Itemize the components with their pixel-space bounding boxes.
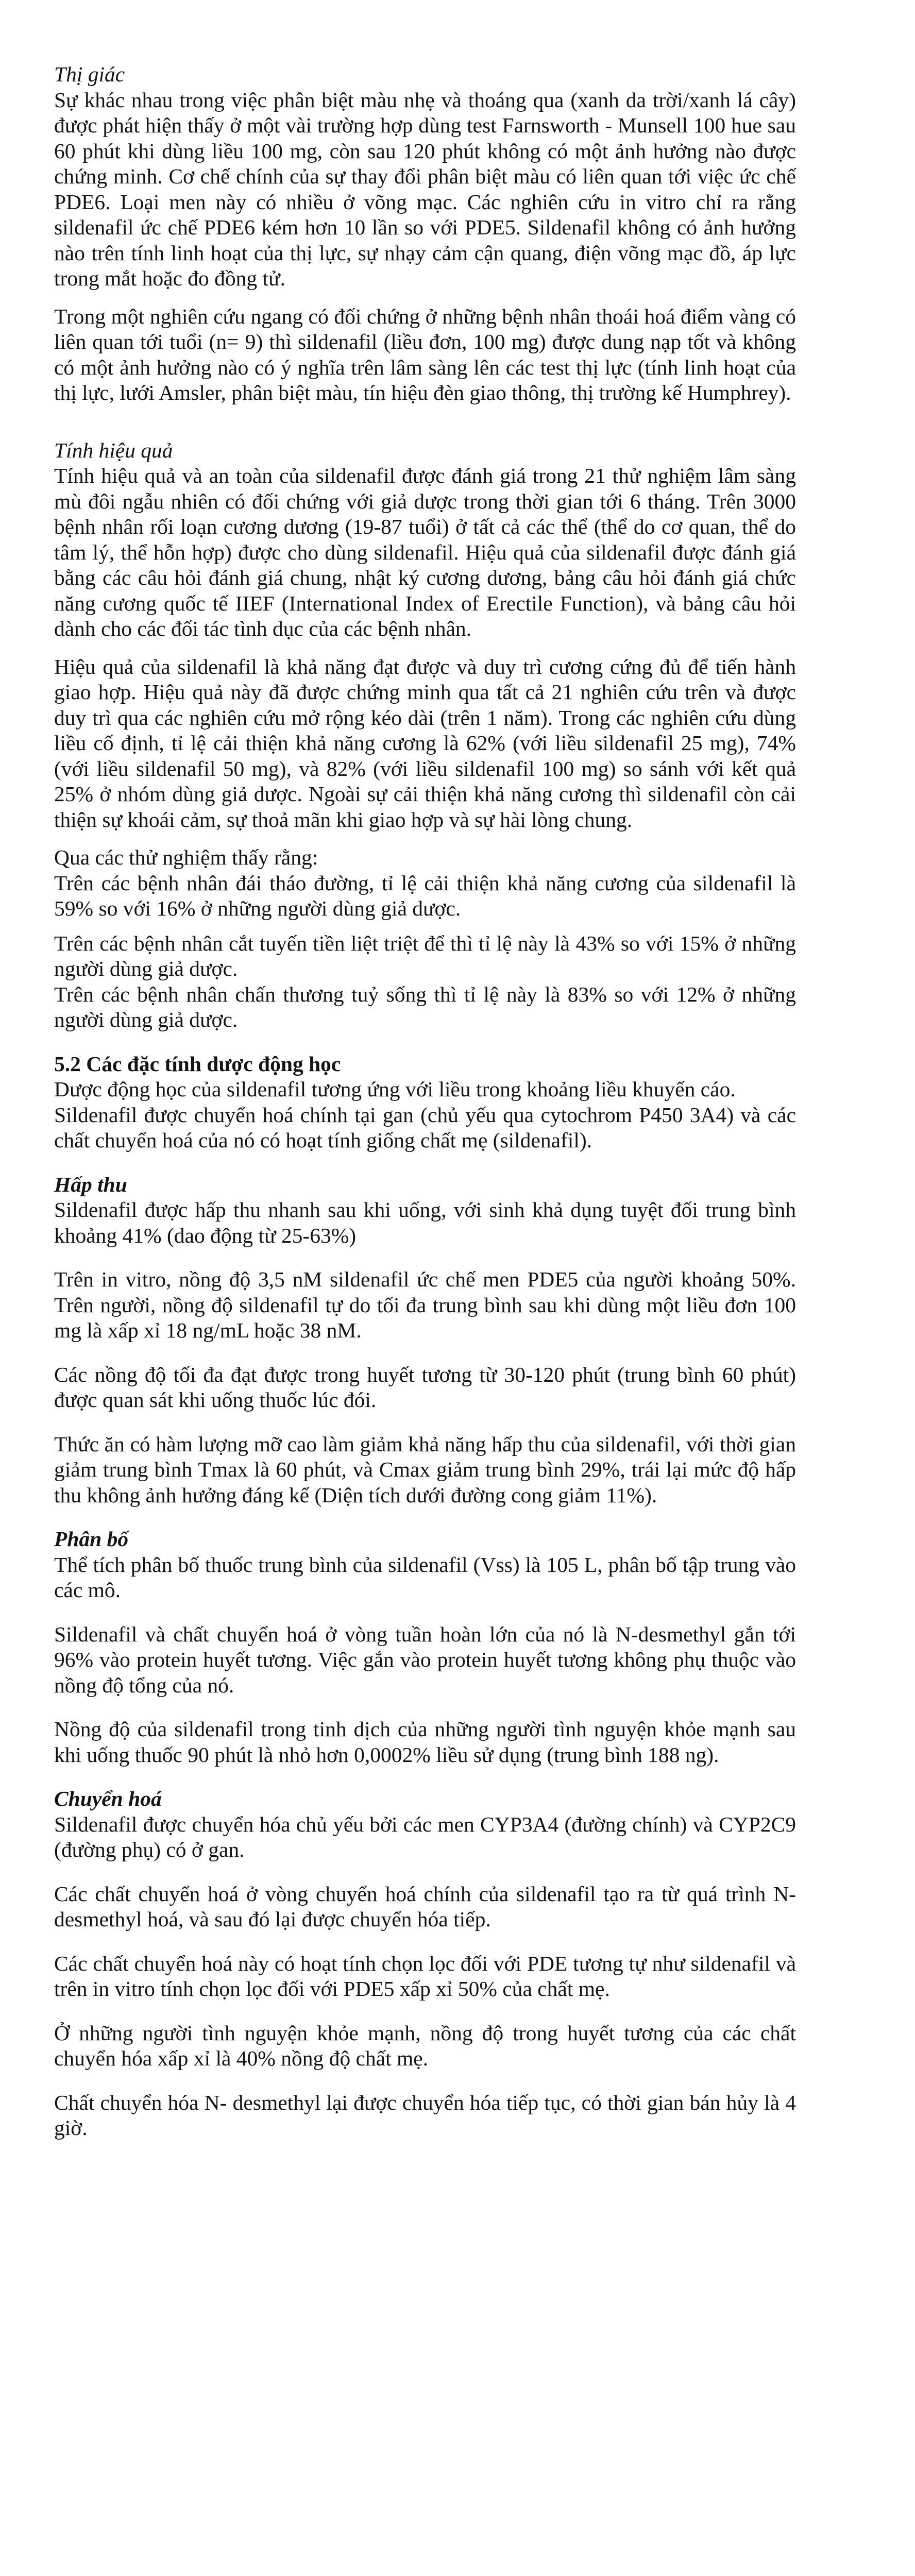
paragraph: Ở những người tình nguyện khỏe mạnh, nồng độ trong huyết tương của các chất chuyển hóa xấp xỉ là 40% nồng độ chất mẹ. <box>54 2021 796 2070</box>
heading-hap-thu: Hấp thu <box>54 1172 127 1196</box>
paragraph: Hiệu quả của sildenafil là khả năng đạt được và duy trì cương cứng đủ để tiến hành giao hợp. Hiệu quả này đã được chứng minh qua tất cả 21 nghiên cứu trên và được duy trì qua các nghiên cứu mở rộng kéo dài (trên 1 năm). Trong các nghiên cứu dùng liều cố định, tỉ lệ cải thiện khả năng cương là 62% (với liều sildenafil 25 mg), 74% (với liều sildenafil 50 mg), và 82% (với liều sildenafil 100 mg) so sánh với kết quả 25% ở nhóm dùng giả dược. Ngoài sự cải thiện khả năng cương thì sildenafil còn cải thiện sự khoái cảm, sự thoả mãn khi giao hợp và sự hài lòng chung. <box>54 654 796 832</box>
paragraph: Các nồng độ tối đa đạt được trong huyết tương từ 30-120 phút (trung bình 60 phút) được quan sát khi uống thuốc lúc đói. <box>54 1362 796 1412</box>
paragraph: Tính hiệu quả và an toàn của sildenafil được đánh giá trong 21 thử nghiệm lâm sàng mù đôi ngẫu nhiên có đối chứng với giả dược trong thời gian tới 6 tháng. Trên 3000 bệnh nhân rối loạn cương dương (19-87 tuổi) ở tất cả các thể (thể do cơ quan, thể do tâm lý, thể hỗn hợp) được cho dùng sildenafil. Hiệu quả của sildenafil được đánh giá bằng các câu hỏi đánh giá chung, nhật ký cương dương, bảng câu hỏi đánh giá chức năng cương quốc tế IIEF (International Index of Erectile Function), và bảng câu hỏi dành cho các đối tác tình dục của các bệnh nhân. <box>54 464 796 640</box>
paragraph: Trong một nghiên cứu ngang có đối chứng ở những bệnh nhân thoái hoá điểm vàng có liên quan tới tuổi (n= 9) thì sildenafil (liều đơn, 100 mg) được dung nạp tốt và không có một ảnh hưởng nào có ý nghĩa trên lâm sàng lên các test thị lực (tính linh hoạt của thị lực, lưới Amsler, phân biệt màu, tín hiệu đèn giao thông, thị trường kế Humphrey). <box>54 304 796 404</box>
paragraph: Sildenafil được chuyển hóa chủ yếu bởi các men CYP3A4 (đường chính) và CYP2C9 (đường phụ) có ở gan. <box>54 1812 796 1861</box>
paragraph: Thể tích phân bố thuốc trung bình của sildenafil (Vss) là 105 L, phân bố tập trung vào các mô. <box>54 1552 796 1602</box>
heading-tinh-hieu-qua: Tính hiệu quả <box>54 438 173 462</box>
paragraph: Qua các thử nghiệm thấy rằng: <box>54 845 318 869</box>
paragraph: Thức ăn có hàm lượng mỡ cao làm giảm khả năng hấp thu của sildenafil, với thời gian giảm trung bình Tmax là 60 phút, và Cmax giảm trung bình 29%, trái lại mức độ hấp thu không ảnh hưởng đáng kể (Diện tích dưới đường cong giảm 11%). <box>54 1432 796 1507</box>
heading-phan-bo: Phân bố <box>54 1527 129 1551</box>
paragraph: Chất chuyển hóa N- desmethyl lại được chuyển hóa tiếp tục, có thời gian bán hủy là 4 giờ. <box>54 2090 796 2140</box>
paragraph: Các chất chuyển hoá này có hoạt tính chọn lọc đối với PDE tương tự như sildenafil và trên in vitro tính chọn lọc đối với PDE5 xấp xỉ 50% của chất mẹ. <box>54 1951 796 2001</box>
paragraph: Trên các bệnh nhân cắt tuyến tiền liệt triệt để thì tỉ lệ này là 43% so với 15% ở những người dùng giả dược. <box>54 931 796 980</box>
paragraph: Trên các bệnh nhân chấn thương tuỷ sống thì tỉ lệ này là 83% so với 12% ở những người dùng giả dược. <box>54 982 796 1031</box>
paragraph: Nồng độ của sildenafil trong tinh dịch của những người tình nguyện khỏe mạnh sau khi uống thuốc 90 phút là nhỏ hơn 0,0002% liều sử dụng (trung bình 188 ng). <box>54 1717 796 1767</box>
paragraph: Sildenafil và chất chuyển hoá ở vòng tuần hoàn lớn của nó là N-desmethyl gắn tới 96% vào protein huyết tương. Việc gắn vào protein huyết tương không phụ thuộc vào nồng độ tổng của nó. <box>54 1622 796 1697</box>
paragraph: Sildenafil được hấp thu nhanh sau khi uống, với sinh khả dụng tuyệt đối trung bình khoảng 41% (dao động từ 25-63%) <box>54 1198 796 1247</box>
document-page <box>54 62 796 2141</box>
paragraph: Các chất chuyển hoá ở vòng chuyển hoá chính của sildenafil tạo ra từ quá trình N- desmethyl hoá, và sau đó lại được chuyển hóa tiếp. <box>54 1882 796 1931</box>
paragraph: Sildenafil được chuyển hoá chính tại gan (chủ yếu qua cytochrom P450 3A4) và các chất chuyển hoá của nó có hoạt tính giống chất mẹ (sildenafil). <box>54 1103 796 1152</box>
paragraph: Dược động học của sildenafil tương ứng với liều trong khoảng liều khuyến cáo. <box>54 1077 736 1101</box>
section-heading-5-2: 5.2 Các đặc tính dược động học <box>54 1052 341 1076</box>
heading-chuyen-hoa: Chuyển hoá <box>54 1787 162 1810</box>
heading-thi-giac: Thị giác <box>54 62 125 86</box>
paragraph: Sự khác nhau trong việc phân biệt màu nhẹ và thoáng qua (xanh da trời/xanh lá cây) được phát hiện thấy ở một vài trường hợp dùng test Farnsworth - Munsell 100 hue sau 60 phút khi dùng liều 100 mg, còn sau 120 phút không có một ảnh hưởng nào được chứng minh. Cơ chế chính của sự thay đổi phân biệt màu có liên quan tới việc ức chế PDE6. Loại men này có nhiều ở võng mạc. Các nghiên cứu in vitro chỉ ra rằng sildenafil ức chế PDE6 kém hơn 10 lần so với PDE5. Sildenafil không có ảnh hưởng nào trên tính linh hoạt của thị lực, sự nhạy cảm cận quang, điện võng mạc đồ, áp lực trong mắt hoặc đo đồng tử. <box>54 88 796 290</box>
paragraph: Trên các bệnh nhân đái tháo đường, tỉ lệ cải thiện khả năng cương của sildenafil là 59% so với 16% ở những người dùng giả dược. <box>54 871 796 920</box>
paragraph: Trên in vitro, nồng độ 3,5 nM sildenafil ức chế men PDE5 của người khoảng 50%. Trên người, nồng độ sildenafil tự do tối đa trung bình sau khi dùng một liều đơn 100 mg là xấp xỉ 18 ng/mL hoặc 38 nM. <box>54 1267 796 1342</box>
